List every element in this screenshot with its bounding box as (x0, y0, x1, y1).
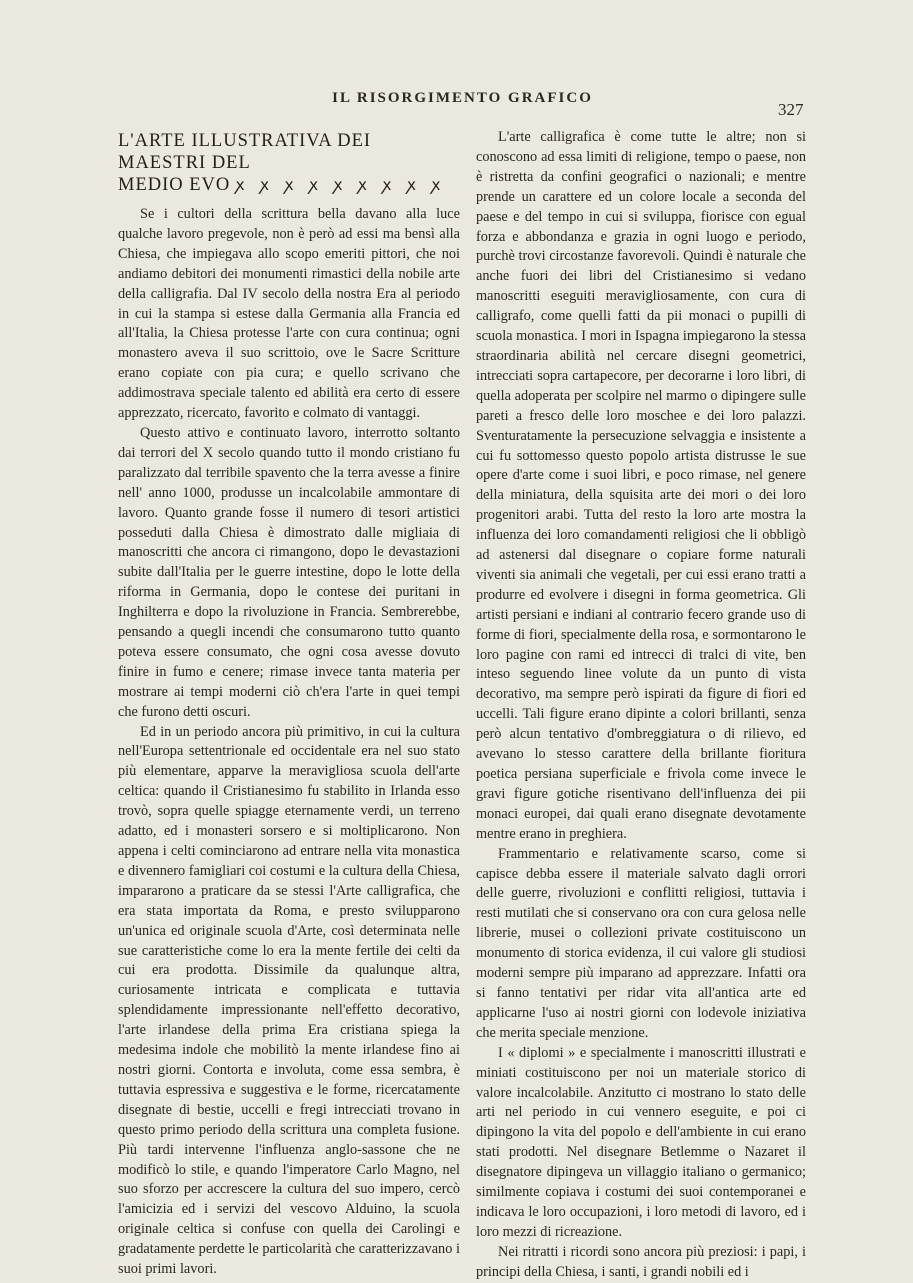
title-ornaments: ꭗ ꭗ ꭗ ꭗ ꭗ ꭗ ꭗ ꭗ ꭗ (235, 177, 447, 194)
paragraph: I « diplomi » e specialmente i manoscritti illustrati e miniati costituiscono per noi un materiale storico di valore incalcolabile. Anzitutto ci mostrano lo stato delle arti nel periodo in cui vennero eseguite, e poi ci dipingono la vita del popolo e dell'ambiente in cui erano stati prodotti. Nel disegnare Betlemme o Nazaret il disegnatore dipingeva un villaggio italiano o germanico; similmente copiava i costumi dei suoi contemporanei e indicava le loro occupazioni, i loro metodi di lavoro, ed i loro mezzi di ricreazione. (476, 1044, 806, 1240)
left-column (118, 128, 460, 1280)
paragraph: L'arte calligrafica è come tutte le altre; non si conoscono ad essa limiti di religione, tempo o paese, non è ristretta da confini geografici o nazionali; e mentre prende un carattere ed un colore locale a seconda del paese e del tempo in cui si sviluppa, fiorisce con egual forza e abbondanza e grazia in ogni luogo e periodo, purchè trovi circostanze favorevoli. Quindi è naturale che anche fuori dei libri del Cristianesimo si vedano manoscritti eseguiti meravigliosamente, con cura di calligrafo, come quelli fatti da pii monaci o pupilli di scuola monastica. I mori in Ispagna impiegarono la stessa straordinaria abilità nel cercare disegni geometrici, intrecciati sopra cartapecore, per decorarne i loro libri, di quella adoperata per scolpire nel marmo o dipingere sulle pareti a fresco delle loro moschee e dei loro palazzi. Sventuratamente la persecuzione selvaggia e insistente a cui fu sottomesso questo popolo artista distrusse le sue opere d'arte come i suoi libri, e poco rimase, nel genere della miniatura, della squisita arte dei mori o dei loro progenitori arabi. Tutta del resto la loro arte mostra la influenza dei loro comandamenti religiosi che li obbligò ad astenersi dal disegnare o copiare forme naturali viventi sia animali che vegetali, per cui essi erano tratti a produrre ed evolvere i disegni in forma geometrica. Gli artisti persiani e indiani al contrario fecero grande uso di forme di fiori, specialmente della rosa, e sormontarono le loro pagine con rami ed intrecci di tralci di vite, ben inteso seguendo linee volute da un punto di vista decorativo, ma sempre però ispirati da figure di fiori ed uccelli. Tali figure erano dipinte a colori brillanti, senza però alcun tentativo d'ombreggiatura o di rilievo, ed avevano lo stesso carattere della brillante fioritura poetica persiana superficiale e frivola come invece le gravi figure gotiche risentivano dell'influenza dei pii monaci europei, dai quali erano disegnate devotamente mentre erano in preghiera. (476, 129, 806, 842)
right-column (476, 128, 806, 1283)
article-title-line-1: L'ARTE ILLUSTRATIVA DEI MAESTRI DEL (118, 131, 372, 173)
running-head (0, 90, 913, 107)
paragraph: Se i cultori della scrittura bella davano alla luce qualche lavoro pregevole, non è però ad essi ma bensì alla Chiesa, che impiegava allo scopo emeriti pittori, che noi andiamo debitori dei monumenti rimastici della nobile arte della calligrafia. Dal IV secolo della nostra Era al periodo in cui la stampa si estese dalla Germania alla Francia ed all'Italia, la Chiesa protesse l'arte con cura continua; ogni monastero aveva il suo scrittoio, ove le Sacre Scritture erano copiate con pia cura; e quello scrivano che addimostrava speciale talento ed abilità era certo di essere apprezzato, ricercato, favorito e colmato di vantaggi. (118, 206, 460, 422)
page-number: 327 (778, 100, 804, 119)
article-title-line-2 (118, 174, 460, 197)
paragraph: Ed in un periodo ancora più primitivo, in cui la cultura nell'Europa settentrionale ed occidentale era nel suo stato più elementare, apparve la meravigliosa scuola dell'arte celtica: quando il Cristianesimo fu stabilito in Irlanda esso trovò, sopra quelle spiagge eternamente verdi, un terreno adatto, ed i monasteri sorsero e si moltiplicarono. Non appena i celti cominciarono ad entrare nella vita monastica e divennero famigliari coi costumi e la cultura della Chiesa, impararono a praticare da se stessi l'Arte calligrafica, che era stata importata da Roma, e presto svilupparono un'unica ed originale scuola d'Arte, così determinata nelle sue caratteristiche come lo era la mente fertile dei celti da cui era prodotta. Dissimile da qualunque altra, curiosamente intricata e complicata e tuttavia splendidamente impressionante nell'effetto decorativo, l'arte irlandese della prima Era cristiana spiega la medesima indole che mobilitò la mente irlandese fino ai nostri giorni. Contorta e involuta, come essa sembra, è tuttavia espressiva e suggestiva e le forme, ricercatamente disegnate di bestie, uccelli e fregi intrecciati trovano in questo primo periodo della scrittura una completa fusione. Più tardi intervenne l'influenza anglo-sassone che ne modificò lo stile, e quando l'imperatore Carlo Magno, nel suo sforzo per accrescere la cultura del suo impero, cercò l'amicizia ed i servizi del vescovo Alduino, la scuola originale celtica si confuse con quella dei Carolingi e gradatamente perdette le particolarità che caratterizzavano i suoi primi lavori. (118, 723, 460, 1278)
paragraph: Nei ritratti i ricordi sono ancora più preziosi: i papi, i principi della Chiesa, i santi, i grandi nobili ed i (476, 1243, 806, 1280)
running-head-text: IL RISORGIMENTO GRAFICO (332, 90, 593, 106)
paragraph: Frammentario e relativamente scarso, come si capisce debba essere il materiale salvato dagli orrori delle guerre, rivoluzioni e conflitti religiosi, tuttavia i resti mutilati che si conservano ora con cura gelosa nelle librerie, musei o collezioni private costituiscono un monumento di storica evidenza, il cui valore gli studiosi moderni sempre più imparano ad apprezzare. Infatti ora si fanno tentativi per ridar vita all'antica arte ed applicarne l'uso ai nostri giorni con lodevole iniziativa che merita speciale menzione. (476, 845, 806, 1041)
paragraph: Questo attivo e continuato lavoro, interrotto soltanto dai terrori del X secolo quando tutto il mondo cristiano fu paralizzato dal terribile spavento che la terra avesse a finire nell' anno 1000, produsse un incalcolabile ammontare di lavoro. Quanto grande fosse il numero di tesori artistici posseduti dalla Chiesa è dimostrato dalle migliaia di manoscritti che ancora ci rimangono, dopo le devastazioni subite dall'Italia per le guerre intestine, dopo le lotte della riforma in Germania, dopo le contese dei puritani in Inghilterra e dopo la rivoluzione in Francia. Sembrerebbe, pensando a quegli incendi che consumarono tutto quanto poteva essere consumato, che ogni cosa avesse dovuto finire in fumo e cenere; rimase invece tanta materia per mostrare ai tempi moderni ciò ch'era l'arte in quei tempi che furono detti oscuri. (118, 424, 460, 720)
article-title (118, 130, 460, 197)
article-title-line-2-text: MEDIO EVO (118, 175, 231, 195)
